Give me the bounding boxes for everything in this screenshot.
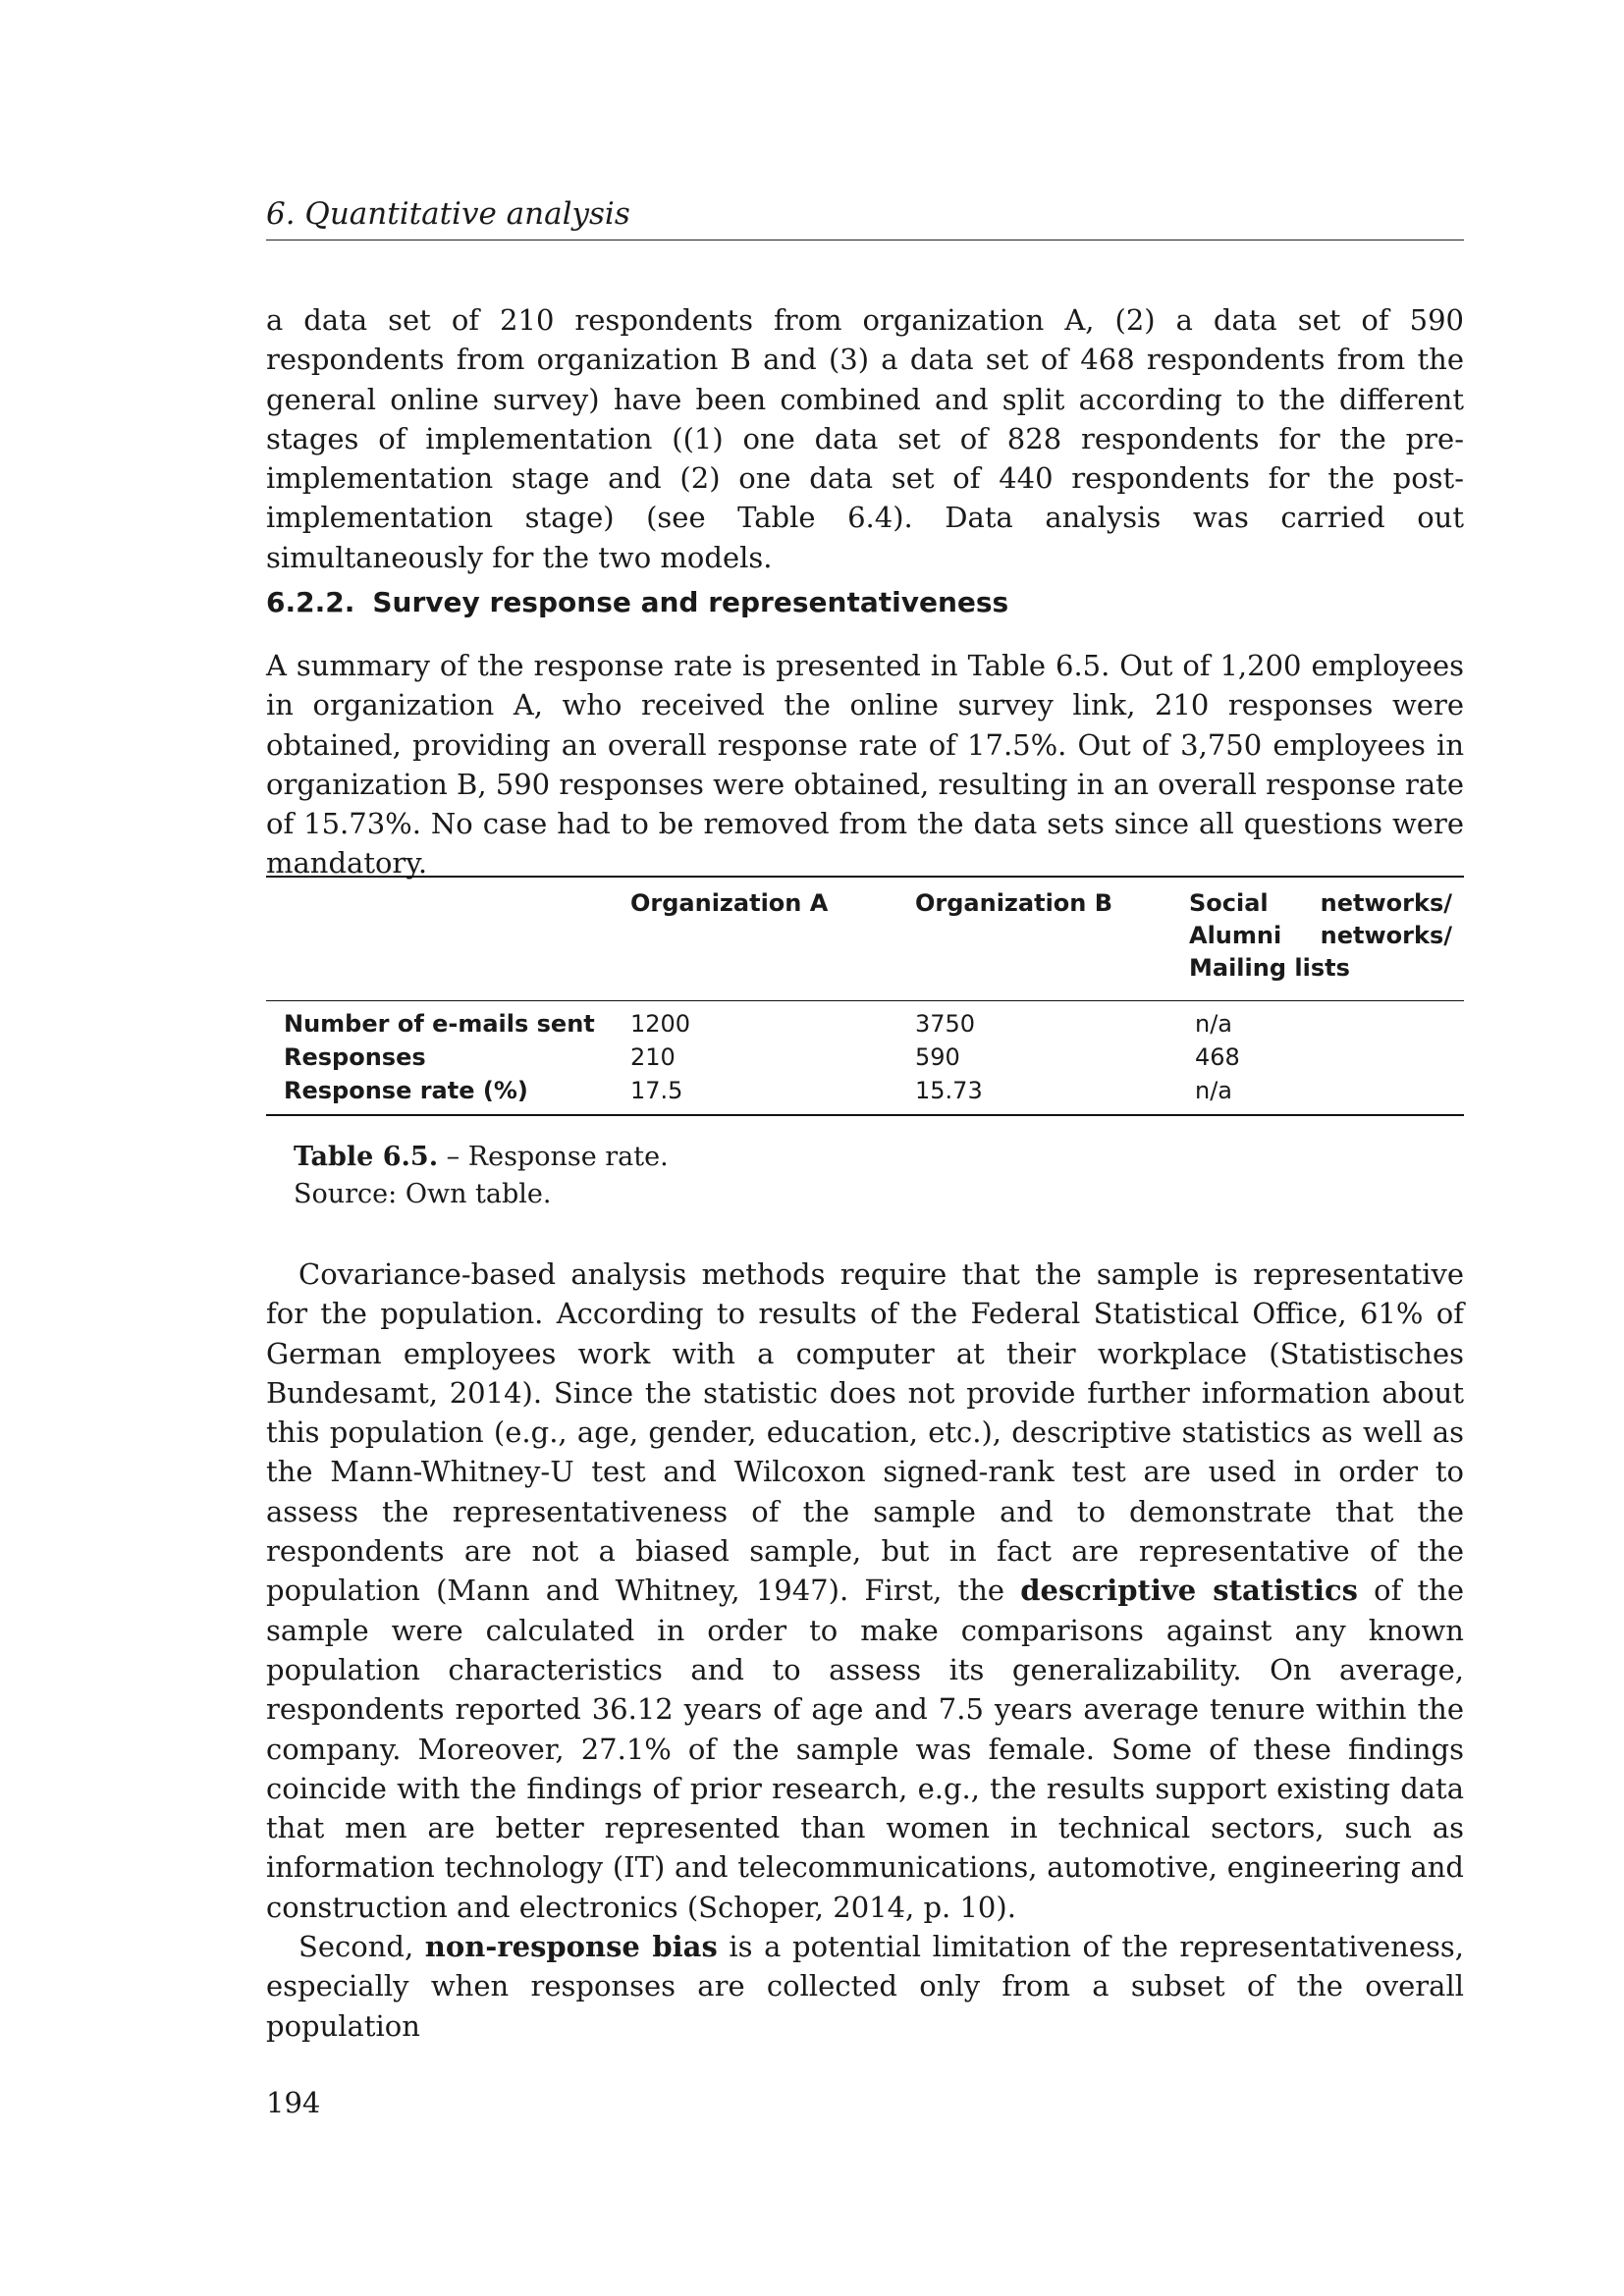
table-cell: n/a xyxy=(1195,1010,1233,1038)
table-cell: 17.5 xyxy=(630,1077,683,1104)
table-cell: 3750 xyxy=(915,1010,976,1038)
intro-paragraph: a data set of 210 respondents from organization A, (2) a data set of 590 respondents from organization B and (3) a data set of 468 respondents from the general online survey) have been combined and split according to the different stages of implementation ((1) one data set of 828 respondents for the pre-implementation stage and (2) one data set of 440 respondents for the post-implementation stage) (see Table 6.4). Data analysis was carried out simultaneously for the two models. xyxy=(266,303,1464,574)
second-text-2: is a potential limitation of the representativeness, especially when responses are collected only from a subset of the overall population xyxy=(266,1930,1465,2043)
table-cell: 590 xyxy=(915,1043,960,1071)
covariance-paragraph xyxy=(266,1255,1464,1927)
running-header: 6. Quantitative analysis xyxy=(266,196,630,232)
section-heading xyxy=(266,584,1464,621)
table-cell: 468 xyxy=(1195,1043,1240,1071)
second-bold-term: non-response bias xyxy=(424,1930,718,1964)
table-header-social xyxy=(1189,887,1452,985)
response-paragraph-block xyxy=(266,646,1464,883)
social-header-word-4: networks/ xyxy=(1320,922,1452,949)
social-header-word-3: Alumni xyxy=(1189,922,1282,949)
caption-label: Table 6.5. xyxy=(294,1142,439,1172)
table-cell: 210 xyxy=(630,1043,676,1071)
table-cell: 1200 xyxy=(630,1010,691,1038)
table-cell: n/a xyxy=(1195,1077,1233,1104)
section-number: 6.2.2. xyxy=(266,586,355,618)
body-text-block xyxy=(266,1255,1464,2046)
table-bottom-rule xyxy=(266,1114,1464,1116)
table-cell: 15.73 xyxy=(915,1077,983,1104)
second-text-1: Second, xyxy=(298,1930,425,1964)
table-caption xyxy=(294,1139,669,1213)
table-row-label: Response rate (%) xyxy=(284,1077,528,1104)
table-row-label: Responses xyxy=(284,1043,426,1071)
social-header-word-2: networks/ xyxy=(1320,889,1452,917)
caption-text: – Response rate. xyxy=(438,1142,669,1172)
page-number: 194 xyxy=(266,2086,321,2119)
covariance-text-2: of the sample were calculated in order to make comparisons against any known population characteristics and to assess its generalizability. On average, respondents reported 36.12 years of age and 7.5 years average tenure within the company. Moreover, 27.1% of the sample was female. Some of these findings coincide with the findings of prior research, e.g., the results support existing data that men are better represented than women in technical sectors, such as information technology (IT) and telecommunications, automotive, engineering and construction and electronics (Schoper, 2014, p. 10). xyxy=(266,1574,1465,1924)
caption-source: Source: Own table. xyxy=(294,1179,552,1209)
table-header-org-a: Organization A xyxy=(630,889,829,917)
covariance-bold-term: descriptive statistics xyxy=(1020,1574,1358,1608)
table-mid-rule xyxy=(266,1000,1464,1001)
table-row-label: Number of e-mails sent xyxy=(284,1010,595,1038)
section-title: Survey response and representativeness xyxy=(372,586,1009,618)
social-header-word-1: Social xyxy=(1189,889,1269,917)
intro-paragraph-block xyxy=(266,300,1464,577)
response-paragraph: A summary of the response rate is presented in Table 6.5. Out of 1,200 employees in organization A, who received the online survey link, 210 responses were obtained, providing an overall response rate of 17.5%. Out of 3,750 employees in organization B, 590 responses were obtained, resulting in an overall response rate of 15.73%. No case had to be removed from the data sets since all questions were mandatory. xyxy=(266,649,1464,881)
covariance-text-1: Covariance-based analysis methods require that the sample is representative for the population. According to results of the Federal Statistical Office, 61% of German employees work with a computer at their workplace (Statistisches Bundesamt, 2014). Since the statistic does not provide further information about this population (e.g., age, gender, education, etc.), descriptive statistics as well as the Mann-Whitney-U test and Wilcoxon signed-rank test are used in order to assess the representativeness of the sample and to demonstrate that the respondents are not a biased sample, but in fact are representative of the population (Mann and Whitney, 1947). First, the xyxy=(266,1257,1464,1608)
second-paragraph xyxy=(266,1927,1464,2046)
table-top-rule xyxy=(266,876,1464,878)
table-header-org-b: Organization B xyxy=(915,889,1113,917)
social-header-line-3: Mailing lists xyxy=(1189,954,1350,982)
